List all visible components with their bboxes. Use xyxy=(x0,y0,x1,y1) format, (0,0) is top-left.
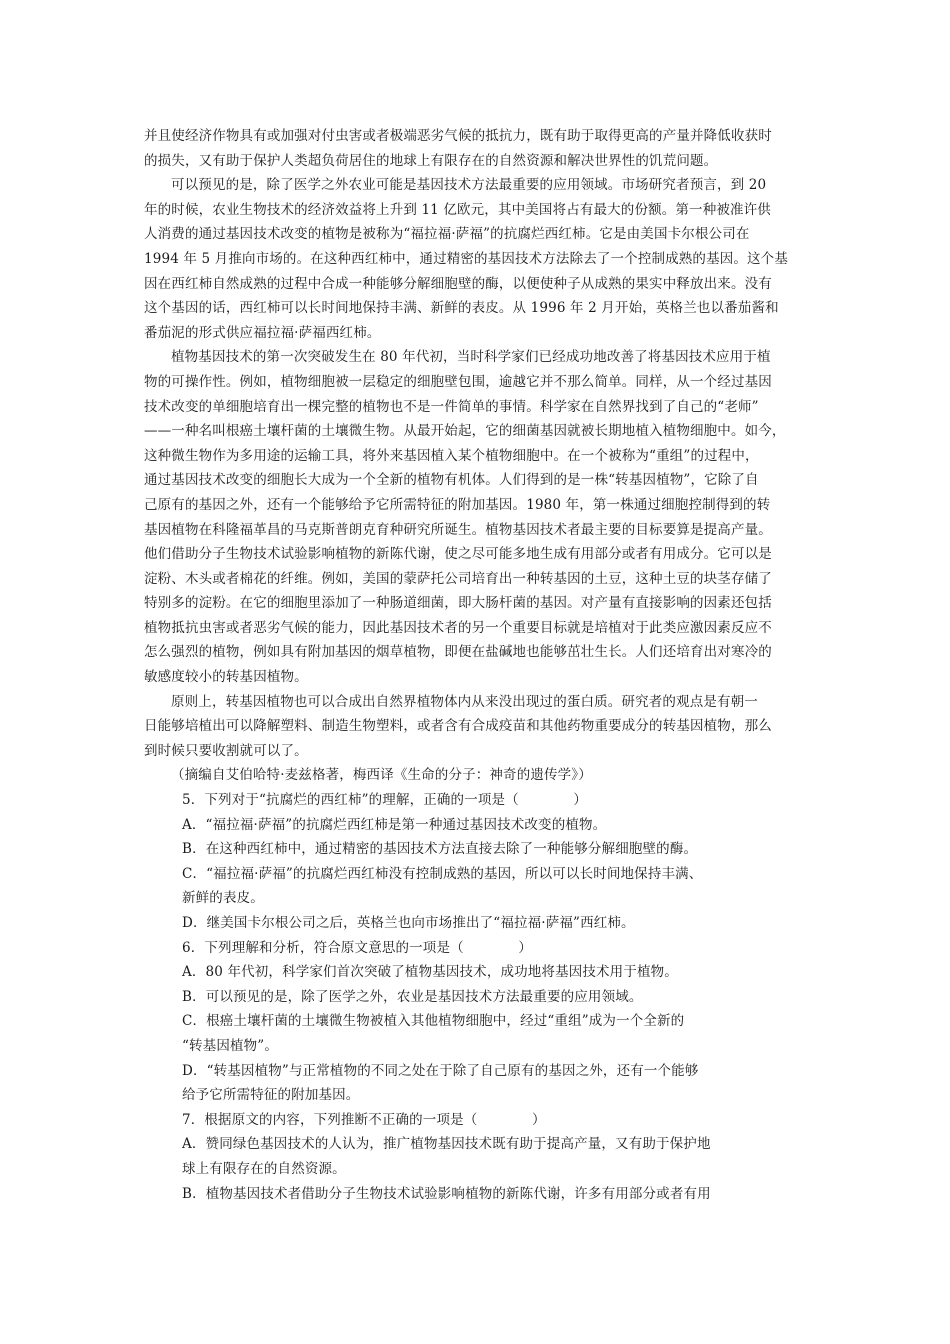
question-line: D．继美国卡尔根公司之后，英格兰也向市场推出了“福拉福·萨福”西红柿。 xyxy=(182,915,635,931)
passage-line: 基因植物在科隆福革昌的马克斯普朗克育种研究所诞生。植物基因技术者最主要的目标要算是提高产量。 xyxy=(144,521,772,538)
question-line: B．在这种西红柿中，通过精密的基因技术方法直接去除了一种能够分解细胞壁的酶。 xyxy=(182,841,698,858)
question-line: “转基因植物”。 xyxy=(182,1037,279,1054)
document-body xyxy=(144,124,814,1206)
passage-line: 1994 年 5 月推向市场的。在这种西红柿中，通过精密的基因技术方法除去了一个控制成熟的基因。这个基 xyxy=(144,250,788,267)
question-line: A．80 年代初，科学家们首次突破了植物基因技术，成功地将基因技术用于植物。 xyxy=(182,964,678,981)
passage-line: 日能够培植出可以降解塑料、制造生物塑料，或者含有合成疫苗和其他药物重要成分的转基因植物，那么 xyxy=(144,718,772,735)
passage-line: 物的可操作性。例如，植物细胞被一层稳定的细胞壁包围，逾越它并不那么简单。同样，从一个经过基因 xyxy=(144,373,772,390)
question-line: 6．下列理解和分析，符合原文意思的一项是（ ） xyxy=(182,939,532,956)
passage-line: 因在西红柿自然成熟的过程中合成一种能够分解细胞壁的酶，以便使种子从成熟的果实中释放出来。没有 xyxy=(144,275,772,292)
passage-line: 通过基因技术改变的细胞长大成为一个全新的植物有机体。人们得到的是一株“转基因植物”，它除了自 xyxy=(144,472,759,489)
passage-line: 到时候只要收割就可以了。 xyxy=(144,742,308,759)
question-line: C．根癌土壤杆菌的土壤微生物被植入其他植物细胞中，经过“重组”成为一个全新的 xyxy=(182,1013,685,1030)
passage-line: 这种微生物作为多用途的运输工具，将外来基因植入某个植物细胞中。在一个被称为“重组”的过程中， xyxy=(144,447,759,464)
question-line: 球上有限存在的自然资源。 xyxy=(182,1160,346,1177)
question-line: D．“转基因植物”与正常植物的不同之处在于除了自己原有的基因之外，还有一个能够 xyxy=(182,1062,699,1079)
passage-line: 番茄泥的形式供应福拉福·萨福西红柿。 xyxy=(144,324,381,341)
question-line: C．“福拉福·萨福”的抗腐烂西红柿没有控制成熟的基因，所以可以长时间地保持丰满、 xyxy=(182,865,703,882)
passage-line: （摘编自艾伯哈特·麦兹格著，梅西译《生命的分子：神奇的遗传学》） xyxy=(171,767,592,784)
question-line: B．植物基因技术者借助分子生物技术试验影响植物的新陈代谢，许多有用部分或者有用 xyxy=(182,1185,711,1202)
question-section xyxy=(144,788,814,1206)
passage-line: 敏感度较小的转基因植物。 xyxy=(144,669,308,686)
question-line: 5．下列对于“抗腐烂的西红柿”的理解，正确的一项是（ ） xyxy=(182,792,588,809)
question-line: 给予它所需特征的附加基因。 xyxy=(182,1087,360,1104)
passage-line: 的损失，又有助于保护人类超负荷居住的地球上有限存在的自然资源和解决世界性的饥荒问题。 xyxy=(144,152,718,169)
question-line: A．“福拉福·萨福”的抗腐烂西红柿是第一种通过基因技术改变的植物。 xyxy=(182,816,607,833)
question-line: A．赞同绿色基因技术的人认为，推广植物基因技术既有助于提高产量，又有助于保护地 xyxy=(182,1136,711,1153)
passage-line: 可以预见的是，除了医学之外农业可能是基因技术方法最重要的应用领域。市场研究者预言，到 20 xyxy=(171,177,767,194)
passage-line: 人消费的通过基因技术改变的植物是被称为“福拉福·萨福”的抗腐烂西红柿。它是由美国卡尔根公司在 xyxy=(144,226,750,243)
passage-line: 原则上，转基因植物也可以合成出自然界植物体内从来没出现过的蛋白质。研究者的观点是有朝一 xyxy=(171,693,758,710)
passage-line: ——一种名叫根癌土壤杆菌的土壤微生物。从最开始起，它的细菌基因就被长期地植入植物细胞中。如今， xyxy=(144,423,786,440)
passage-line: 年的时候，农业生物技术的经济效益将上升到 11 亿欧元，其中美国将占有最大的份额。第一种被准许供 xyxy=(144,201,771,218)
passage-line: 他们借助分子生物技术试验影响植物的新陈代谢，使之尽可能多地生成有用部分或者有用成分。它可以是 xyxy=(144,546,772,563)
passage-line: 植物抵抗虫害或者恶劣气候的能力，因此基因技术者的另一个重要目标就是培植对于此类应激因素反应不 xyxy=(144,619,772,636)
passage-line: 怎么强烈的植物，例如具有附加基因的烟草植物，即便在盐碱地也能够茁壮生长。人们还培育出对寒冷的 xyxy=(144,644,772,661)
passage-line: 这个基因的话，西红柿可以长时间地保持丰满、新鲜的表皮。从 1996 年 2 月开始，英格兰也以番茄酱和 xyxy=(144,300,779,317)
question-line: 7．根据原文的内容，下列推断不正确的一项是（ ） xyxy=(182,1111,546,1128)
passage-line: 特别多的淀粉。在它的细胞里添加了一种肠道细菌，即大肠杆菌的基因。对产量有直接影响的因素还包括 xyxy=(144,595,772,612)
question-line: B．可以预见的是，除了医学之外，农业是基因技术方法最重要的应用领域。 xyxy=(182,988,643,1005)
reading-passage xyxy=(144,124,814,788)
passage-line: 淀粉、木头或者棉花的纤维。例如，美国的蒙萨托公司培育出一种转基因的土豆，这种土豆的块茎存储了 xyxy=(144,570,772,587)
passage-line: 植物基因技术的第一次突破发生在 80 年代初，当时科学家们已经成功地改善了将基因技术应用于植 xyxy=(171,349,771,366)
question-line: 新鲜的表皮。 xyxy=(182,890,264,907)
passage-line: 并且使经济作物具有或加强对付虫害或者极端恶劣气候的抵抗力，既有助于取得更高的产量并降低收获时 xyxy=(144,128,772,144)
passage-line: 技术改变的单细胞培育出一棵完整的植物也不是一件简单的事情。科学家在自然界找到了自己的“老师” xyxy=(144,398,759,415)
passage-line: 己原有的基因之外，还有一个能够给予它所需特征的附加基因。1980 年，第一株通过细胞控制得到的转 xyxy=(144,496,771,513)
